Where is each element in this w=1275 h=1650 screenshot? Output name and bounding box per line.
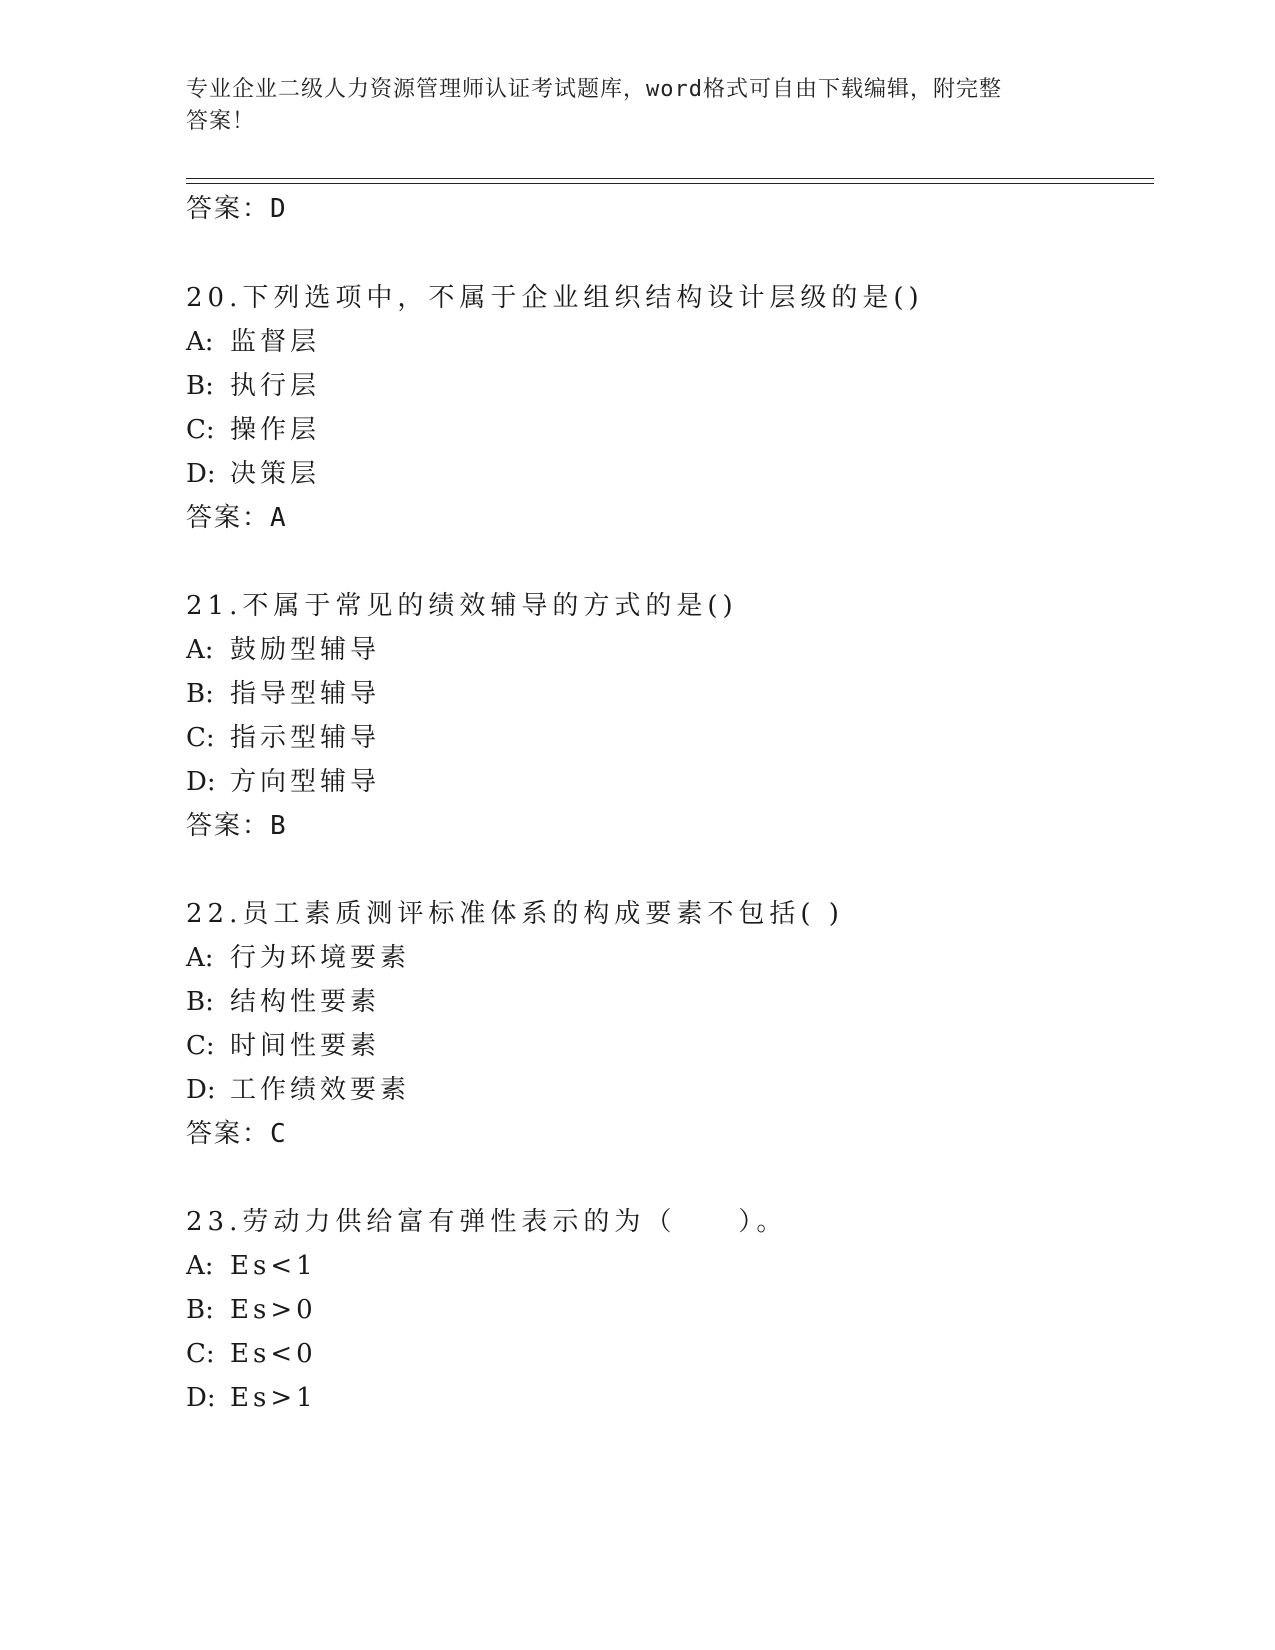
option-label: D: bbox=[186, 1383, 216, 1413]
question-21-option-c bbox=[186, 721, 380, 755]
document-header bbox=[186, 74, 1066, 138]
question-23-option-b bbox=[186, 1293, 317, 1327]
question-22-answer: 答案：C bbox=[186, 1119, 288, 1149]
option-text: 监督层 bbox=[230, 327, 321, 357]
option-text: 时间性要素 bbox=[230, 1031, 381, 1061]
option-label: C: bbox=[186, 1031, 215, 1061]
question-23-stem: 23.劳动力供给富有弹性表示的为（ ）。 bbox=[186, 1207, 788, 1237]
question-20-option-b bbox=[186, 369, 320, 403]
question-22-stem: 22.员工素质测评标准体系的构成要素不包括( ) bbox=[186, 899, 844, 929]
previous-answer: 答案：D bbox=[186, 194, 288, 224]
option-label: D: bbox=[186, 767, 216, 797]
option-label: B: bbox=[186, 987, 214, 1017]
option-text: 工作绩效要素 bbox=[230, 1075, 411, 1105]
header-line-1: 专业企业二级人力资源管理师认证考试题库，word格式可自由下载编辑，附完整 bbox=[186, 77, 1002, 102]
option-text: 操作层 bbox=[230, 415, 321, 445]
header-divider-bottom bbox=[186, 183, 1154, 184]
option-label: D: bbox=[186, 459, 216, 489]
option-text: 决策层 bbox=[230, 459, 321, 489]
question-22-option-b bbox=[186, 985, 380, 1019]
option-label: B: bbox=[186, 371, 214, 401]
option-text: 指导型辅导 bbox=[230, 679, 381, 709]
question-20-option-c bbox=[186, 413, 320, 447]
option-label: A: bbox=[186, 1251, 214, 1281]
option-label: C: bbox=[186, 1339, 215, 1369]
question-21-stem: 21.不属于常见的绩效辅导的方式的是() bbox=[186, 591, 738, 621]
question-21-option-b bbox=[186, 677, 380, 711]
question-20-option-d bbox=[186, 457, 320, 491]
option-text: Es>0 bbox=[230, 1295, 317, 1325]
option-text: Es>1 bbox=[230, 1383, 317, 1413]
question-22-option-d bbox=[186, 1073, 410, 1107]
option-text: 行为环境要素 bbox=[230, 943, 411, 973]
question-21-option-d bbox=[186, 765, 380, 799]
question-20-option-a bbox=[186, 325, 320, 359]
question-20-answer: 答案：A bbox=[186, 503, 288, 533]
option-text: 指示型辅导 bbox=[230, 723, 381, 753]
option-label: A: bbox=[186, 943, 214, 973]
option-label: C: bbox=[186, 723, 215, 753]
option-text: Es<1 bbox=[230, 1251, 317, 1281]
question-22-option-a bbox=[186, 941, 410, 975]
question-21-answer: 答案：B bbox=[186, 811, 288, 841]
header-divider-top bbox=[186, 178, 1154, 179]
option-text: Es<0 bbox=[230, 1339, 317, 1369]
option-label: C: bbox=[186, 415, 215, 445]
option-label: A: bbox=[186, 635, 214, 665]
option-label: A: bbox=[186, 327, 214, 357]
option-label: D: bbox=[186, 1075, 216, 1105]
option-text: 结构性要素 bbox=[230, 987, 381, 1017]
option-text: 执行层 bbox=[230, 371, 321, 401]
question-23-option-a bbox=[186, 1249, 317, 1283]
question-20-stem: 20.下列选项中，不属于企业组织结构设计层级的是() bbox=[186, 283, 924, 313]
question-21-option-a bbox=[186, 633, 380, 667]
option-text: 方向型辅导 bbox=[230, 767, 381, 797]
question-23-option-c bbox=[186, 1337, 317, 1371]
option-label: B: bbox=[186, 1295, 214, 1325]
header-line-2: 答案！ bbox=[186, 109, 256, 134]
question-22-option-c bbox=[186, 1029, 380, 1063]
option-text: 鼓励型辅导 bbox=[230, 635, 381, 665]
option-label: B: bbox=[186, 679, 214, 709]
question-23-option-d bbox=[186, 1381, 317, 1415]
